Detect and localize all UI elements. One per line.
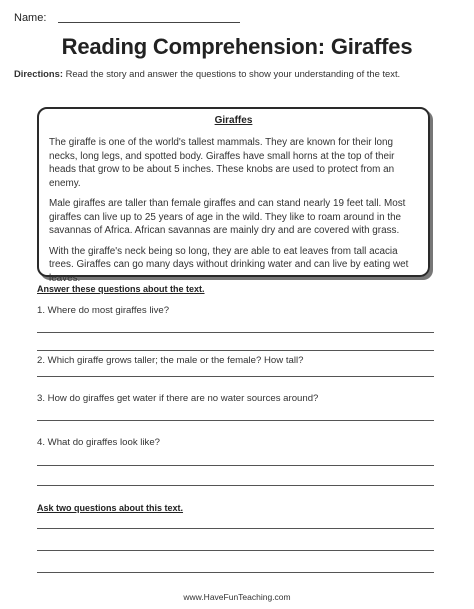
question-3: 3. How do giraffes get water if there are no water sources around? xyxy=(37,393,319,404)
story-box xyxy=(37,107,430,284)
question-4: 4. What do giraffes look like? xyxy=(37,437,161,448)
answer-line[interactable] xyxy=(37,550,434,551)
story-title: Giraffes xyxy=(214,115,253,126)
story-paragraph-1: The giraffe is one of the world's tallest mammals. They are known for their long necks, long legs, and spotted body. Giraffes have small horns at the top of their heads that grow to be about 5 inches. These knobs are used to protect from an enemy. xyxy=(49,137,395,189)
footer-site: www.HaveFunTeaching.com xyxy=(183,592,291,602)
answer-line[interactable] xyxy=(37,465,434,466)
story-paragraph-2: Male giraffes are taller than female giraffes and can stand nearly 19 feet tall. Most giraffes can live up to 25 years of age in the wild. They like to roam around in the savannas of Africa. African savannas are mainly dry and are covered with grass. xyxy=(49,198,406,236)
question-1: 1. Where do most giraffes live? xyxy=(37,305,170,316)
answer-line[interactable] xyxy=(37,332,434,333)
answer-line[interactable] xyxy=(37,420,434,421)
answer-line[interactable] xyxy=(37,376,434,377)
directions-text: Read the story and answer the questions to show your understanding of the text. xyxy=(65,68,401,79)
answer-line[interactable] xyxy=(37,528,434,529)
directions xyxy=(14,68,464,79)
story-paragraph-3: With the giraffe's neck being so long, they are able to eat leaves from tall acacia trees. Giraffes can go many days without drinking water and can live by eating wet leaves. xyxy=(49,245,409,284)
ask-header: Ask two questions about this text. xyxy=(37,503,184,513)
answer-line[interactable] xyxy=(37,572,434,573)
answer-line[interactable] xyxy=(37,350,434,351)
page-title: Reading Comprehension: Giraffes xyxy=(61,34,413,59)
name-line[interactable] xyxy=(58,22,240,23)
directions-label: Directions: xyxy=(14,68,63,79)
answer-line[interactable] xyxy=(37,485,434,486)
question-2: 2. Which giraffe grows taller; the male or the female? How tall? xyxy=(37,355,304,366)
name-label: Name: xyxy=(14,12,47,24)
questions-header: Answer these questions about the text. xyxy=(37,284,205,294)
